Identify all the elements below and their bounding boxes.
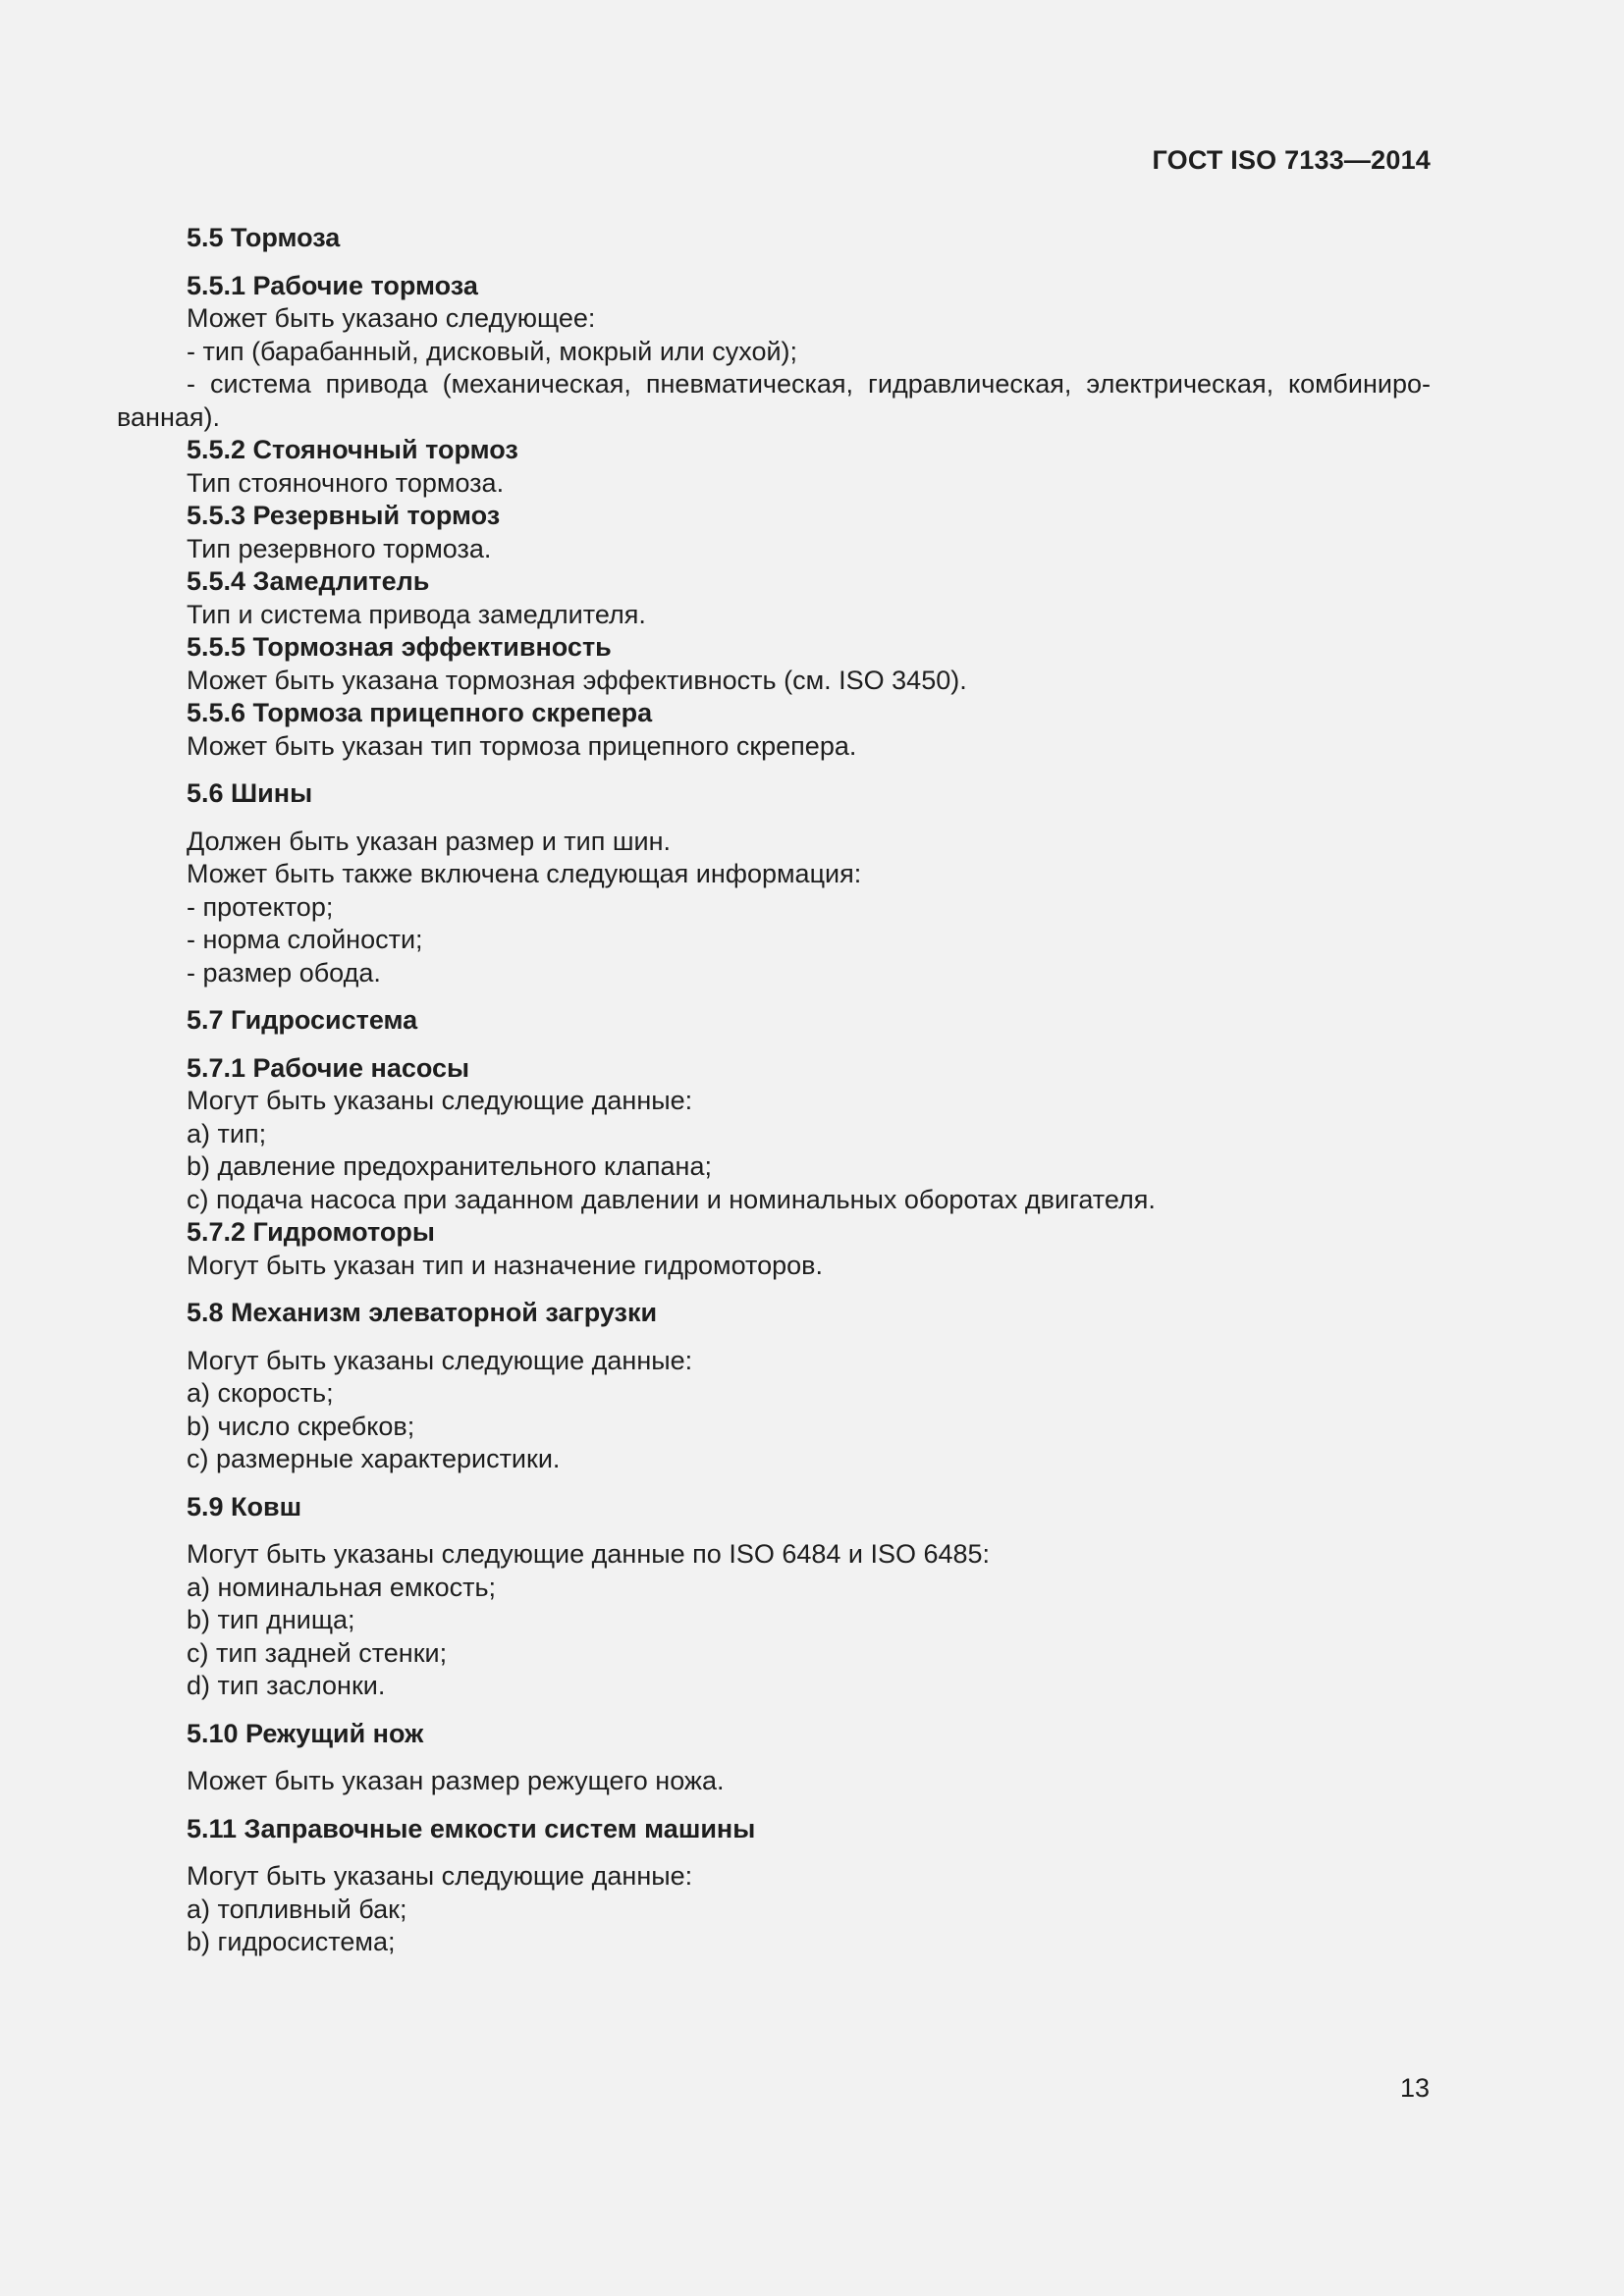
paragraph: Может быть указана тормозная эффективность (см. ISO 3450). bbox=[187, 665, 967, 695]
subsection-heading-5-5-1: 5.5.1 Рабочие тормоза bbox=[187, 270, 478, 300]
section-heading-5-7: 5.7 Гидросистема bbox=[187, 1005, 418, 1035]
document-body bbox=[117, 222, 1431, 1959]
paragraph: Должен быть указан размер и тип шин. bbox=[187, 826, 672, 856]
paragraph: Может быть указан тип тормоза прицепного скрепера. bbox=[187, 730, 857, 761]
section-heading-5-9: 5.9 Ковш bbox=[187, 1491, 302, 1522]
list-item: b) число скребков; bbox=[187, 1411, 415, 1441]
subsection-heading-5-5-6: 5.5.6 Тормоза прицепного скрепера bbox=[187, 698, 653, 727]
paragraph: Тип стояночного тормоза. bbox=[187, 467, 505, 498]
list-item: d) тип заслонки. bbox=[187, 1671, 386, 1700]
list-item: c) тип задней стенки; bbox=[187, 1637, 448, 1668]
subsection-heading-5-7-2: 5.7.2 Гидромоторы bbox=[187, 1217, 435, 1247]
list-item: c) подача насоса при заданном давлении и номинальных оборотах двигателя. bbox=[187, 1184, 1156, 1214]
list-item: b) давление предохранительного клапана; bbox=[187, 1151, 712, 1181]
document-id-header: ГОСТ ISO 7133—2014 bbox=[1152, 145, 1431, 175]
list-item: а) номинальная емкость; bbox=[187, 1572, 497, 1602]
paragraph: Могут быть указаны следующие данные по ISO 6484 и ISO 6485: bbox=[187, 1539, 991, 1569]
list-item: а) тип; bbox=[187, 1118, 267, 1148]
list-item: - норма слойности; bbox=[187, 925, 423, 954]
list-item: а) скорость; bbox=[187, 1378, 334, 1408]
paragraph: Может быть также включена следующая информация: bbox=[187, 859, 862, 888]
list-item: - размер обода. bbox=[187, 957, 381, 988]
paragraph: Могут быть указан тип и назначение гидромоторов. bbox=[187, 1250, 823, 1280]
paragraph: Может быть указано следующее: bbox=[187, 303, 596, 333]
subsection-heading-5-5-4: 5.5.4 Замедлитель bbox=[187, 566, 430, 596]
section-heading-5-11: 5.11 Заправочные емкости систем машины bbox=[187, 1813, 756, 1843]
section-heading-5-10: 5.10 Режущий нож bbox=[187, 1718, 424, 1748]
subsection-heading-5-5-2: 5.5.2 Стояночный тормоз bbox=[187, 435, 518, 464]
paragraph: Тип резервного тормоза. bbox=[187, 533, 492, 563]
paragraph: Могут быть указаны следующие данные: bbox=[187, 1861, 693, 1891]
paragraph: Тип и система привода замедлителя. bbox=[187, 599, 646, 629]
section-heading-5-6: 5.6 Шины bbox=[187, 778, 313, 808]
paragraph: Могут быть указаны следующие данные: bbox=[187, 1345, 693, 1375]
page-number: 13 bbox=[1399, 2073, 1430, 2103]
list-item: - система привода (механическая, пневматическая, гидравлическая, электрическая, комбиниро-ванная). bbox=[117, 369, 1431, 432]
list-item: c) размерные характеристики. bbox=[187, 1444, 561, 1473]
list-item: b) гидросистема; bbox=[187, 1927, 396, 1956]
list-item: - тип (барабанный, дисковый, мокрый или сухой); bbox=[187, 336, 798, 366]
paragraph: Может быть указан размер режущего ножа. bbox=[187, 1766, 725, 1795]
subsection-heading-5-5-5: 5.5.5 Тормозная эффективность bbox=[187, 632, 612, 662]
subsection-heading-5-7-1: 5.7.1 Рабочие насосы bbox=[187, 1052, 470, 1083]
list-item: b) тип днища; bbox=[187, 1605, 355, 1634]
paragraph: Могут быть указаны следующие данные: bbox=[187, 1086, 693, 1115]
list-item: а) топливный бак; bbox=[187, 1894, 407, 1924]
section-heading-5-5: 5.5 Тормоза bbox=[187, 223, 341, 252]
section-heading-5-8: 5.8 Механизм элеваторной загрузки bbox=[187, 1298, 658, 1327]
list-item: - протектор; bbox=[187, 891, 334, 922]
subsection-heading-5-5-3: 5.5.3 Резервный тормоз bbox=[187, 501, 501, 530]
